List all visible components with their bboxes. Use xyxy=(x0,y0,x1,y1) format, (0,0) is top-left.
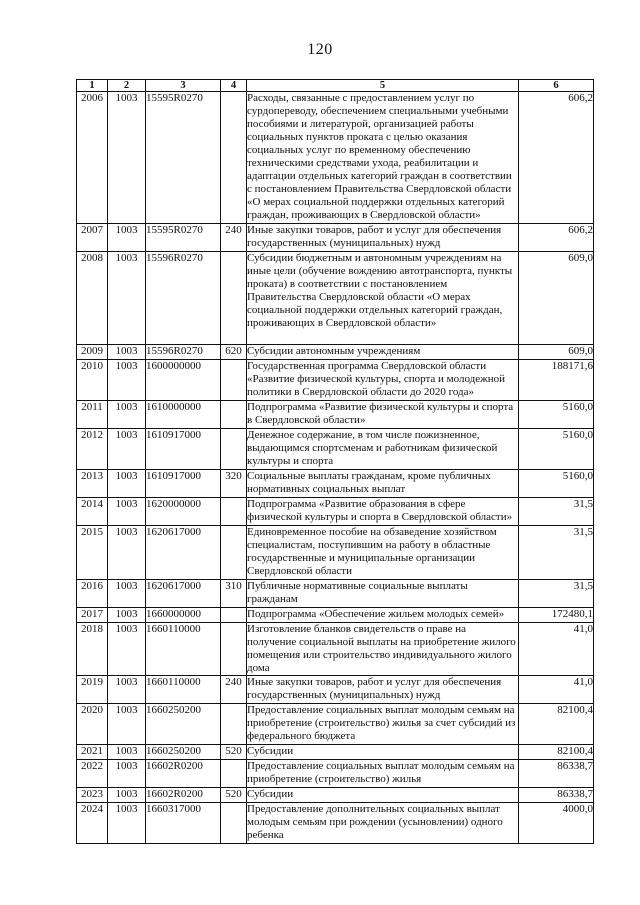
section-code: 1003 xyxy=(108,580,146,608)
header-col-6: 6 xyxy=(519,80,594,92)
section-code: 1003 xyxy=(108,345,146,360)
item-name: Предоставление социальных выплат молодым семьям на приобретение (строительство) жилья за счет субсидий из федерального бюджета xyxy=(247,704,519,745)
expense-type-code: 240 xyxy=(221,224,247,252)
section-code: 1003 xyxy=(108,623,146,676)
target-item-code: 1610917000 xyxy=(146,429,221,470)
table-row xyxy=(77,224,594,252)
table-row xyxy=(77,704,594,745)
target-item-code: 1660110000 xyxy=(146,676,221,704)
row-number: 2022 xyxy=(77,760,108,788)
item-name: Предоставление дополнительных социальных выплат молодым семьям при рождении (усыновлении) одного ребенка xyxy=(247,803,519,844)
section-code: 1003 xyxy=(108,470,146,498)
target-item-code: 1660317000 xyxy=(146,803,221,844)
amount: 5160,0 xyxy=(519,470,594,498)
section-code: 1003 xyxy=(108,526,146,580)
section-code: 1003 xyxy=(108,429,146,470)
row-number: 2015 xyxy=(77,526,108,580)
table-row xyxy=(77,623,594,676)
expense-type-code xyxy=(221,704,247,745)
row-number: 2021 xyxy=(77,745,108,760)
row-number: 2006 xyxy=(77,92,108,224)
expense-type-code: 520 xyxy=(221,788,247,803)
amount: 31,5 xyxy=(519,526,594,580)
expense-type-code xyxy=(221,608,247,623)
row-number: 2009 xyxy=(77,345,108,360)
budget-table xyxy=(76,79,594,844)
expense-type-code xyxy=(221,92,247,224)
section-code: 1003 xyxy=(108,401,146,429)
target-item-code: 1620617000 xyxy=(146,580,221,608)
row-number: 2014 xyxy=(77,498,108,526)
section-code: 1003 xyxy=(108,760,146,788)
item-name: Публичные нормативные социальные выплаты гражданам xyxy=(247,580,519,608)
row-number: 2020 xyxy=(77,704,108,745)
section-code: 1003 xyxy=(108,676,146,704)
item-name: Подпрограмма «Обеспечение жильем молодых семей» xyxy=(247,608,519,623)
expense-type-code: 620 xyxy=(221,345,247,360)
section-code: 1003 xyxy=(108,745,146,760)
table-row xyxy=(77,608,594,623)
amount: 41,0 xyxy=(519,676,594,704)
amount: 606,2 xyxy=(519,92,594,224)
row-number: 2023 xyxy=(77,788,108,803)
table-row xyxy=(77,345,594,360)
section-code: 1003 xyxy=(108,360,146,401)
target-item-code: 1660000000 xyxy=(146,608,221,623)
section-code: 1003 xyxy=(108,252,146,345)
amount: 172480,1 xyxy=(519,608,594,623)
table-row xyxy=(77,429,594,470)
row-number: 2011 xyxy=(77,401,108,429)
target-item-code: 15596R0270 xyxy=(146,252,221,345)
table-row xyxy=(77,760,594,788)
amount: 86338,7 xyxy=(519,788,594,803)
item-name: Подпрограмма «Развитие образования в сфере физической культуры и спорта в Свердловской области» xyxy=(247,498,519,526)
section-code: 1003 xyxy=(108,704,146,745)
target-item-code: 15595R0270 xyxy=(146,224,221,252)
expense-type-code xyxy=(221,498,247,526)
amount: 609,0 xyxy=(519,345,594,360)
table-row xyxy=(77,676,594,704)
item-name: Иные закупки товаров, работ и услуг для обеспечения государственных (муниципальных) нужд xyxy=(247,676,519,704)
amount: 41,0 xyxy=(519,623,594,676)
item-name: Предоставление социальных выплат молодым семьям на приобретение (строительство) жилья xyxy=(247,760,519,788)
expense-type-code: 320 xyxy=(221,470,247,498)
row-number: 2018 xyxy=(77,623,108,676)
table-row xyxy=(77,92,594,224)
amount: 82100,4 xyxy=(519,745,594,760)
item-name: Расходы, связанные с предоставлением услуг по сурдопереводу, обеспечением специальными учебными пособиями и литературой, организацией работы социальных пунктов проката с целью оказания социальных услуг по временному обеспечению техническими средствами ухода, реабилитации и адаптации отдельных категорий граждан в соответствии с постановлением Правительства Свердловской области «О мерах социальной поддержки отдельных категорий граждан, проживающих в Свердловской области» xyxy=(247,92,519,224)
amount: 31,5 xyxy=(519,580,594,608)
table-body xyxy=(77,92,594,844)
table-row xyxy=(77,360,594,401)
row-number: 2013 xyxy=(77,470,108,498)
target-item-code: 1660110000 xyxy=(146,623,221,676)
amount: 31,5 xyxy=(519,498,594,526)
expense-type-code xyxy=(221,429,247,470)
expense-type-code: 240 xyxy=(221,676,247,704)
expense-type-code xyxy=(221,623,247,676)
expense-type-code xyxy=(221,526,247,580)
amount: 188171,6 xyxy=(519,360,594,401)
expense-type-code: 520 xyxy=(221,745,247,760)
header-col-2: 2 xyxy=(108,80,146,92)
item-name: Субсидии бюджетным и автономным учреждениям на иные цели (обучение вождению автотранспорта, пункты проката) в соответствии с постановлением Правительства Свердловской области «О мерах социальной поддержки отдельных категорий граждан, проживающих в Свердловской области» xyxy=(247,252,519,345)
table-row xyxy=(77,803,594,844)
table-header xyxy=(77,80,594,92)
section-code: 1003 xyxy=(108,224,146,252)
table-row xyxy=(77,498,594,526)
item-name: Социальные выплаты гражданам, кроме публичных нормативных социальных выплат xyxy=(247,470,519,498)
page-number: 120 xyxy=(307,41,333,58)
amount: 606,2 xyxy=(519,224,594,252)
row-number: 2024 xyxy=(77,803,108,844)
table-row xyxy=(77,526,594,580)
item-name: Иные закупки товаров, работ и услуг для обеспечения государственных (муниципальных) нужд xyxy=(247,224,519,252)
target-item-code: 1620000000 xyxy=(146,498,221,526)
expense-type-code xyxy=(221,252,247,345)
expense-type-code xyxy=(221,803,247,844)
expense-type-code xyxy=(221,760,247,788)
amount: 609,0 xyxy=(519,252,594,345)
header-col-4: 4 xyxy=(221,80,247,92)
target-item-code: 15595R0270 xyxy=(146,92,221,224)
target-item-code: 16602R0200 xyxy=(146,788,221,803)
row-number: 2010 xyxy=(77,360,108,401)
amount: 82100,4 xyxy=(519,704,594,745)
header-col-3: 3 xyxy=(146,80,221,92)
target-item-code: 15596R0270 xyxy=(146,345,221,360)
item-name: Изготовление бланков свидетельств о праве на получение социальной выплаты на приобретение жилого помещения или строительство индивидуального жилого дома xyxy=(247,623,519,676)
expense-type-code xyxy=(221,401,247,429)
expense-type-code xyxy=(221,360,247,401)
target-item-code: 1660250200 xyxy=(146,704,221,745)
item-name: Подпрограмма «Развитие физической культуры и спорта в Свердловской области» xyxy=(247,401,519,429)
item-name: Единовременное пособие на обзаведение хозяйством специалистам, поступившим на работу в областные государственные и муниципальные организации Свердловской области xyxy=(247,526,519,580)
section-code: 1003 xyxy=(108,92,146,224)
section-code: 1003 xyxy=(108,788,146,803)
row-number: 2017 xyxy=(77,608,108,623)
item-name: Денежное содержание, в том числе пожизненное, выдающимся спортсменам и работникам физической культуры и спорта xyxy=(247,429,519,470)
amount: 86338,7 xyxy=(519,760,594,788)
item-name: Субсидии автономным учреждениям xyxy=(247,345,519,360)
target-item-code: 1610000000 xyxy=(146,401,221,429)
amount: 4000,0 xyxy=(519,803,594,844)
target-item-code: 1660250200 xyxy=(146,745,221,760)
row-number: 2007 xyxy=(77,224,108,252)
row-number: 2012 xyxy=(77,429,108,470)
table-row xyxy=(77,470,594,498)
table-row xyxy=(77,252,594,345)
section-code: 1003 xyxy=(108,803,146,844)
item-name: Субсидии xyxy=(247,788,519,803)
amount: 5160,0 xyxy=(519,401,594,429)
table-row xyxy=(77,745,594,760)
table-row xyxy=(77,788,594,803)
target-item-code: 1610917000 xyxy=(146,470,221,498)
target-item-code: 16602R0200 xyxy=(146,760,221,788)
header-col-5: 5 xyxy=(247,80,519,92)
section-code: 1003 xyxy=(108,608,146,623)
amount: 5160,0 xyxy=(519,429,594,470)
row-number: 2016 xyxy=(77,580,108,608)
item-name: Государственная программа Свердловской области «Развитие физической культуры, спорта и молодежной политики в Свердловской области до 2020 года» xyxy=(247,360,519,401)
target-item-code: 1600000000 xyxy=(146,360,221,401)
table-row xyxy=(77,580,594,608)
header-col-1: 1 xyxy=(77,80,108,92)
target-item-code: 1620617000 xyxy=(146,526,221,580)
row-number: 2019 xyxy=(77,676,108,704)
section-code: 1003 xyxy=(108,498,146,526)
expense-type-code: 310 xyxy=(221,580,247,608)
table-row xyxy=(77,401,594,429)
row-number: 2008 xyxy=(77,252,108,345)
item-name: Субсидии xyxy=(247,745,519,760)
